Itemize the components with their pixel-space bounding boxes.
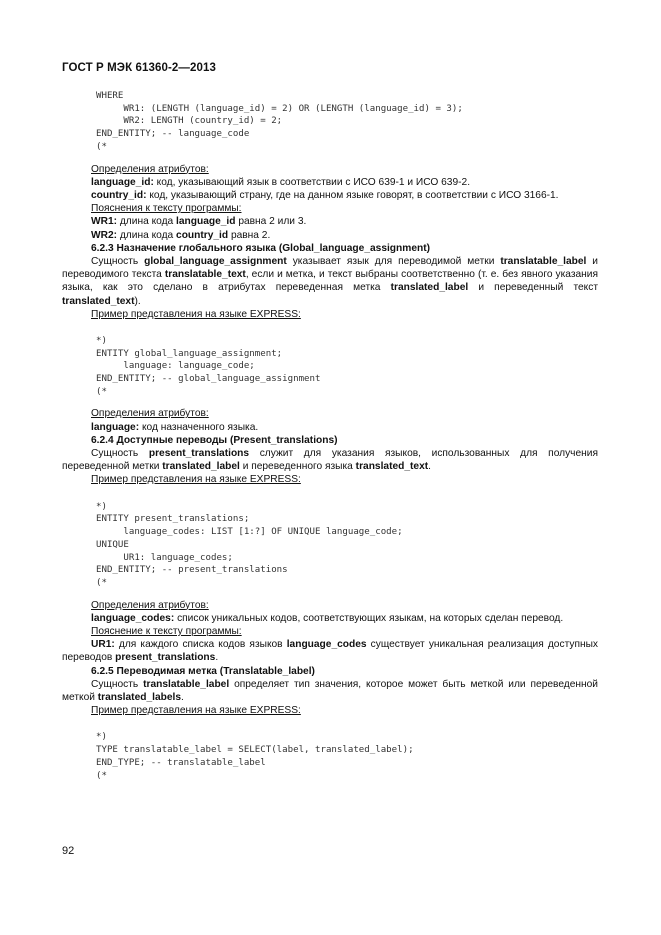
section-heading-6-2-3 [62, 242, 598, 255]
term: translated_text [355, 461, 429, 473]
term: present_translations [115, 652, 216, 664]
code-line: END_ENTITY; -- present_translations [96, 565, 288, 576]
text: длина кода [117, 216, 177, 228]
text: равна 2. [228, 229, 271, 241]
attr-definitions-heading: Определения атрибутов: [91, 163, 209, 175]
example-heading: Пример представления на языке EXPRESS: [91, 308, 301, 320]
text: и переведенный текст [468, 282, 598, 294]
term: WR1: [91, 216, 118, 228]
attr-definitions-heading: Определения атрибутов: [91, 408, 209, 420]
definition: код назначенного языка. [139, 421, 259, 433]
code-line: *) [96, 335, 107, 346]
term: language: [91, 421, 140, 433]
def-country-id [62, 189, 598, 202]
heading-text: 6.2.5 Переводимая метка (Translatable_label) [91, 665, 315, 677]
code-line: WHERE [96, 91, 124, 101]
code-line: WR2: LENGTH (country_id) = 2; [96, 116, 283, 127]
code-line: END_ENTITY; -- global_language_assignment [96, 374, 321, 385]
code-line: language_codes: LIST [1:?] OF UNIQUE language_code; [96, 527, 403, 538]
definition: код, указывающий язык в соответствии с ИСО 639-1 и ИСО 639-2. [153, 176, 471, 188]
code-line: ENTITY global_language_assignment; [96, 348, 283, 359]
term: translatable_label [500, 255, 587, 267]
code-line: WR1: (LENGTH (language_id) = 2) OR (LENGTH (language_id) = 3); [96, 103, 463, 114]
term: language_codes: [91, 612, 175, 624]
term: translatable_label [143, 678, 230, 690]
text: . [181, 692, 184, 704]
text: . [428, 461, 431, 473]
text: Сущность [91, 678, 144, 690]
text: служит для указания языков, использованных для получения переведенной метки [62, 448, 598, 473]
term: language_id [176, 216, 236, 228]
code-line: (* [96, 770, 107, 781]
program-note-heading: Пояснение к тексту программы: [91, 626, 242, 638]
heading-text: 6.2.3 Назначение глобального языка (Global_language_assignment) [91, 242, 430, 254]
code-block-translatable-label [96, 731, 598, 782]
code-line: *) [96, 501, 107, 512]
rule-wr2 [62, 229, 598, 242]
section-6-2-4-body [62, 447, 598, 473]
term: global_language_assignment [144, 255, 287, 267]
term: WR2: [91, 229, 118, 241]
term: translated_label [162, 461, 240, 473]
rule-ur1 [62, 638, 598, 664]
term: language_id: [91, 176, 154, 188]
text: определяет тип значения, которое может быть меткой или переведенной меткой [62, 678, 598, 704]
text: для каждого списка кодов языков [114, 639, 287, 651]
code-line: language: language_code; [96, 361, 255, 372]
term: language_codes [286, 639, 367, 651]
term: country_id: [91, 189, 147, 201]
heading-text: 6.2.4 Доступные переводы (Present_translations) [91, 434, 338, 446]
section-heading-6-2-4 [62, 434, 598, 447]
page-header: ГОСТ Р МЭК 61360-2—2013 [62, 62, 216, 74]
code-line: *) [96, 732, 107, 743]
text: Сущность [91, 255, 145, 267]
text: , если и метка, и текст выбраны соответственно (т. е. без явного указания языка, как это сделано в атрибутах переведенная метка [62, 269, 598, 294]
example-heading: Пример представления на языке EXPRESS: [91, 474, 301, 486]
text: равна 2 или 3. [235, 216, 307, 228]
term: translated_text [62, 295, 135, 307]
def-language-id [62, 176, 598, 189]
text: указывает язык для переводимой метки [286, 255, 501, 267]
term: translatable_text [164, 269, 246, 281]
code-line: ENTITY present_translations; [96, 514, 250, 525]
section-6-2-3-body [62, 255, 598, 308]
code-line: UNIQUE [96, 539, 129, 550]
term: translated_label [390, 282, 469, 294]
text: ). [134, 295, 141, 307]
code-line: END_ENTITY; -- language_code [96, 129, 250, 140]
definition: список уникальных кодов, соответствующих языкам, на которых сделан перевод. [174, 612, 564, 624]
page-content [62, 90, 598, 782]
section-heading-6-2-5 [62, 665, 598, 678]
program-notes-heading: Пояснения к тексту программы: [91, 203, 242, 215]
code-line: (* [96, 386, 107, 397]
text: и переведенного языка [239, 461, 356, 473]
code-line: (* [96, 141, 107, 152]
code-line: TYPE translatable_label = SELECT(label, translated_label); [96, 745, 414, 756]
def-language [62, 421, 598, 434]
text: Сущность [91, 448, 149, 460]
attr-definitions-heading: Определения атрибутов: [91, 599, 209, 611]
def-language-codes [62, 612, 598, 625]
code-block-language-code [96, 90, 598, 154]
rule-wr1 [62, 215, 598, 228]
code-line: (* [96, 577, 107, 588]
term: UR1: [91, 639, 115, 651]
text: и переводимого текста [62, 255, 598, 281]
code-block-present-translations [96, 501, 598, 590]
code-line: END_TYPE; -- translatable_label [96, 757, 266, 768]
page-number: 92 [62, 845, 75, 857]
text: длина кода [117, 229, 177, 241]
definition: код, указывающий страну, где на данном языке говорят, в соответствии с ИСО 3166-1. [146, 189, 559, 201]
example-heading: Пример представления на языке EXPRESS: [91, 705, 301, 717]
term: translated_labels [97, 692, 182, 704]
term: country_id [176, 229, 229, 241]
text: существует уникальная реализация доступных переводов [62, 639, 599, 664]
section-6-2-5-body [62, 678, 598, 704]
term: present_translations [148, 448, 250, 460]
code-block-global-language-assignment [96, 335, 598, 399]
text: . [215, 652, 219, 664]
code-line: UR1: language_codes; [96, 552, 233, 563]
